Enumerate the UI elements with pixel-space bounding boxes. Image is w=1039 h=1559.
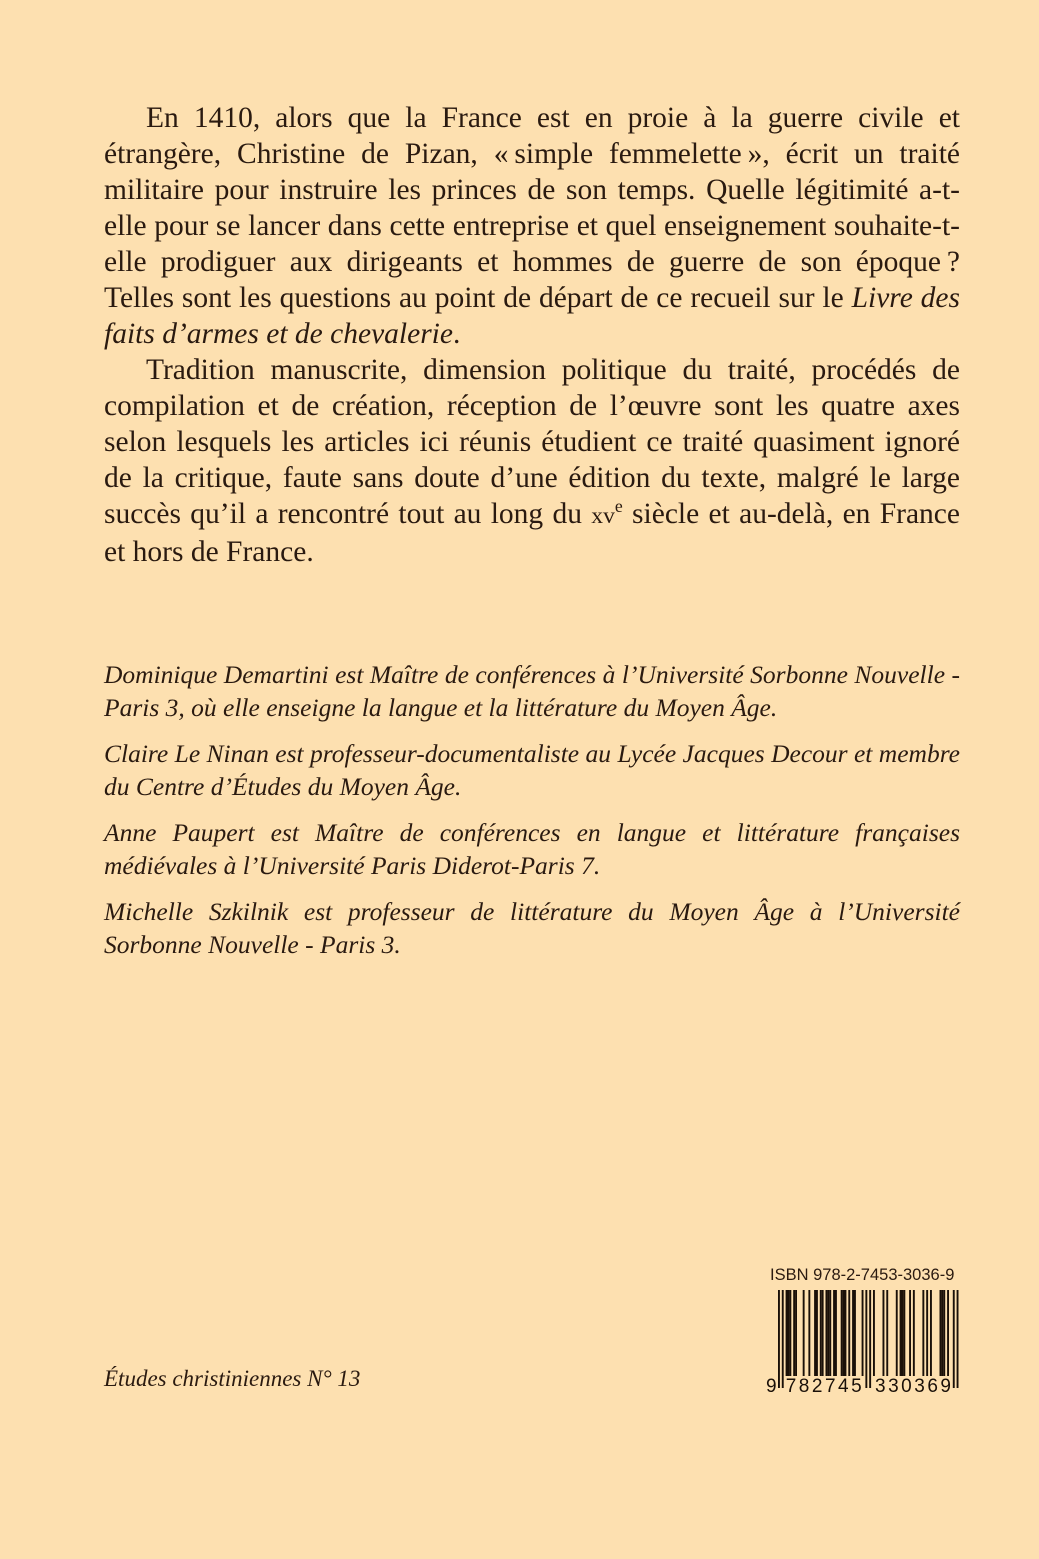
barcode-bar [913,1290,915,1376]
barcode-bar [835,1290,837,1376]
summary-text: xv [591,503,615,529]
barcode-bar [814,1290,816,1376]
barcode-bar [786,1290,788,1376]
barcode-bar [843,1290,845,1376]
barcode-bar [820,1290,822,1376]
author-bios [104,658,960,974]
barcode-bar [795,1290,797,1376]
author-bio: Michelle Szkilnik est professeur de littérature du Moyen Âge à l’Université Sorbonne Nouvelle - Paris 3. [104,897,960,959]
barcode-bar [941,1290,943,1376]
barcode-bar [808,1290,810,1376]
barcode-bar [896,1290,898,1376]
book-title: Livre des faits d’armes et de chevalerie [104,282,960,350]
barcode-bar [902,1290,904,1376]
barcode-bar [873,1290,875,1376]
barcode-bar [862,1290,864,1376]
barcode-bar [930,1290,932,1376]
barcode-bar [782,1290,784,1388]
barcode-bar [903,1290,905,1376]
barcode-bar [865,1290,867,1388]
summary-text: En 1410, alors que la France est en proie à la guerre civile et étrangère, Christine de Pizan, « simple femmelette », écrit un traité militaire pour instruire les princes de son temps. Quelle légitimité a-t-elle pour se lancer dans cette entreprise et quel enseignement souhaite-t-elle prodiguer aux dirigeants et hommes de guerre de son époque ? Telles sont les questions au point de départ de ce recueil sur le [104,102,960,314]
summary-paragraph [104,352,960,570]
isbn-barcode [766,1268,962,1398]
barcode-bar [886,1290,888,1376]
summary-text: e [614,496,623,517]
barcode-bar [940,1290,942,1376]
barcode-bar [822,1290,824,1376]
barcode-bar [848,1290,850,1376]
barcode-bar [833,1290,835,1376]
barcode-bar [957,1290,959,1388]
barcode-bar [826,1290,828,1376]
barcode-digits: 330369 [875,1376,951,1397]
barcode-bar [854,1290,856,1376]
author-bio: Claire Le Ninan est professeur-documentaliste au Lycée Jacques Decour et membre du Centre d’Études du Moyen Âge. [104,739,960,801]
barcode-bar [947,1290,949,1376]
isbn-label: ISBN 978-2-7453-3036-9 [770,1266,955,1284]
barcode-bar [829,1290,831,1376]
barcode-bar [793,1290,795,1376]
summary-paragraph [104,100,960,352]
author-bio: Dominique Demartini est Maître de conférences à l’Université Sorbonne Nouvelle - Paris 3, où elle enseigne la langue et la littérature du Moyen Âge. [104,660,960,722]
series-label: Études christiniennes N° 13 [104,1366,361,1391]
summary-text: siècle et au-delà, en France et hors de France. [104,498,960,568]
author-bio: Anne Paupert est Maître de conférences en langue et littérature françaises médiévales à l’Université Paris Diderot-Paris 7. [104,818,960,880]
barcode-bar [909,1290,911,1376]
barcode-digits: 9 [766,1376,777,1397]
barcode-bar [816,1290,818,1376]
barcode-bar [778,1290,780,1388]
barcode-digits: 782745 [785,1376,862,1397]
barcode-bar [852,1290,854,1376]
barcode-bar [789,1290,791,1376]
back-cover-summary [104,100,960,570]
barcode-bar [803,1290,805,1376]
barcode-bar [953,1290,955,1388]
barcode-bar [883,1290,885,1376]
summary-text: Tradition manuscrite, dimension politique du traité, procédés de compilation et de création, réception de l’œuvre sont les quatre axes selon lesquels les articles ici réunis étudient ce traité quasiment ignoré de la critique, faute sans doute d’une édition du texte, malgré le large succès qu’il a rencontré tout au long du [104,354,960,530]
barcode-bar [869,1290,871,1388]
barcode-bar [900,1290,902,1376]
barcode-bar [841,1290,843,1376]
barcode-bar [788,1290,790,1376]
barcode-bar [926,1290,928,1376]
barcode-bar [845,1290,847,1376]
barcode-bar [922,1290,924,1376]
barcode-bar [943,1290,945,1376]
summary-text: . [452,318,461,350]
barcode-bar [827,1290,829,1376]
